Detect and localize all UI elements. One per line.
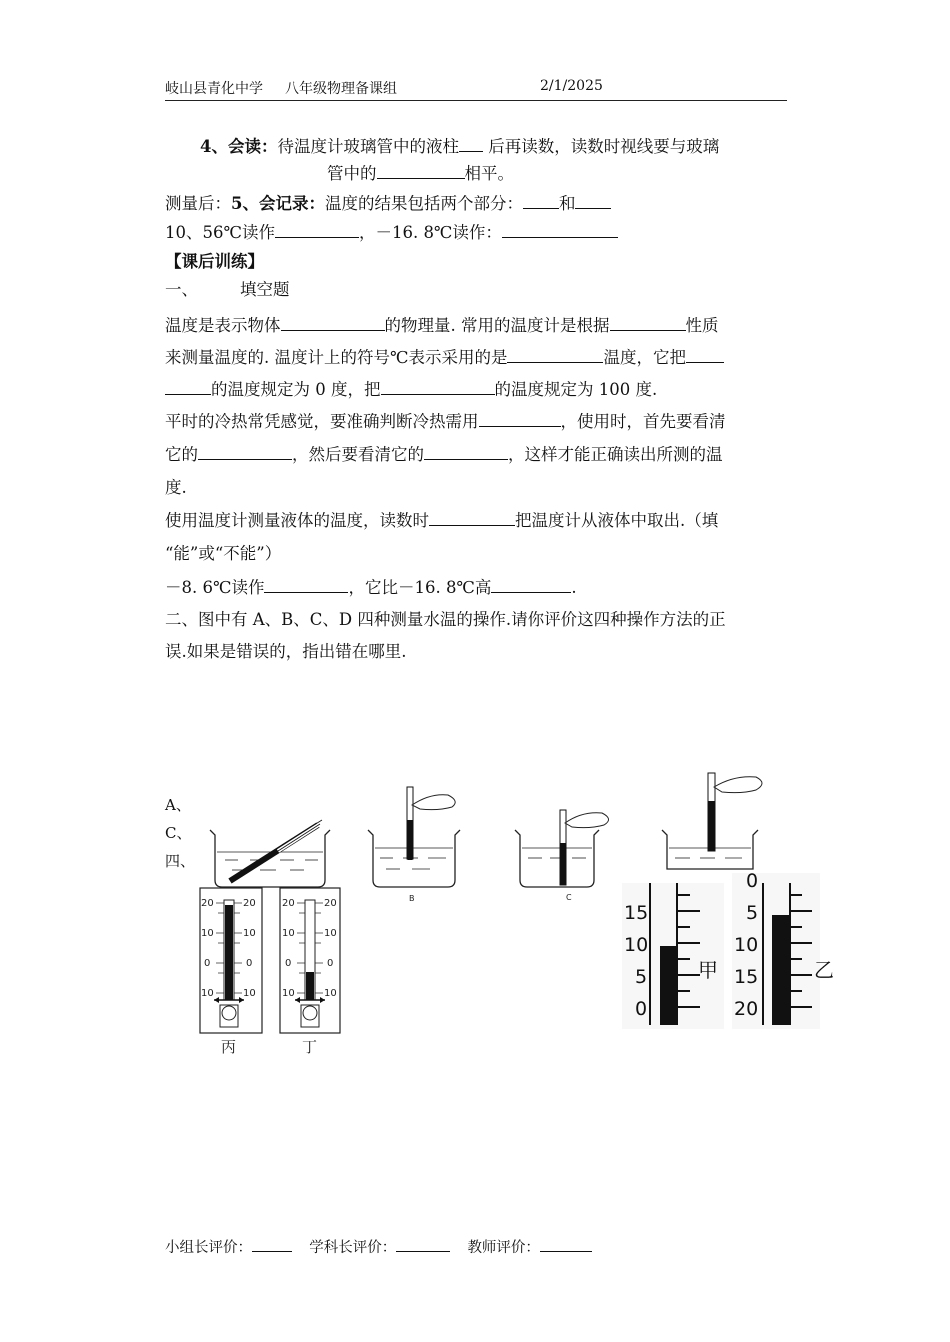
tick: 20 <box>201 898 214 909</box>
text: 填空题 <box>240 280 290 299</box>
group-leader-label: 小组长评价： <box>165 1240 252 1256</box>
text: 温度是表示物体 <box>165 316 281 335</box>
tick: 15 <box>734 966 759 988</box>
blank <box>610 314 686 332</box>
text: 温度的结果包括两个部分： <box>324 194 523 213</box>
blank <box>575 192 611 210</box>
scale-jia-label: 甲 <box>698 958 718 982</box>
blank <box>686 346 724 364</box>
text: 把温度计从液体中取出.（填 <box>515 511 719 530</box>
text: －8. 6℃读作 <box>165 578 265 597</box>
beaker-b-label: B <box>409 894 415 903</box>
thermometer-bing-label: 丙 <box>221 1038 237 1056</box>
part1-heading <box>165 276 290 300</box>
blank <box>381 378 495 396</box>
blank <box>424 443 508 461</box>
text: 来测量温度的. 温度计上的符号℃表示采用的是 <box>165 348 508 367</box>
line-reading-example <box>165 219 618 243</box>
text: ，它比－16. 8℃高 <box>348 578 492 597</box>
blank <box>377 162 465 180</box>
beaker-c <box>515 810 609 902</box>
tick: 10 <box>282 928 295 939</box>
tick: 10 <box>201 988 214 999</box>
tick: 10 <box>324 988 337 999</box>
text: 温度，它把 <box>603 348 686 367</box>
text: ，这样才能正确读出所测的温 <box>508 445 723 464</box>
beaker-b <box>368 787 460 903</box>
tick: 0 <box>635 998 648 1020</box>
rule-label-read: 4、会读： <box>200 137 278 156</box>
header-date: 2/1/2025 <box>540 78 603 94</box>
tick: 0 <box>285 958 292 969</box>
scale-yi <box>732 870 834 1029</box>
text: 的温度规定为 0 度，把 <box>211 380 381 399</box>
tick: 5 <box>635 966 648 988</box>
text: 性质 <box>685 316 719 335</box>
question-1-cont-2 <box>165 376 657 400</box>
blank <box>479 410 561 428</box>
tick: 10 <box>324 928 337 939</box>
line-read-rule-2 <box>327 160 514 184</box>
text: ，－16. 8℃读作： <box>358 223 502 242</box>
scale-yi-label: 乙 <box>814 958 834 982</box>
blank <box>502 221 618 239</box>
beaker-a <box>210 820 330 887</box>
text: 的温度规定为 100 度. <box>494 380 658 399</box>
tick: 5 <box>746 902 759 924</box>
tick: 10 <box>624 934 649 956</box>
tick: 10 <box>282 988 295 999</box>
teacher-label: 教师评价： <box>467 1240 540 1256</box>
question-1 <box>165 312 719 336</box>
rule-label-record: 5、会记录： <box>231 194 325 213</box>
tick: 10 <box>243 988 256 999</box>
text: 管中的 <box>327 164 377 183</box>
text: ，使用时，首先要看清 <box>560 412 726 431</box>
tick: 10 <box>243 928 256 939</box>
text: 待温度计玻璃管中的液柱 <box>277 137 459 156</box>
school-name: 岐山县青化中学 <box>165 81 263 97</box>
part2-question-cont: 误.如果是错误的，指出错在哪里. <box>165 642 407 661</box>
tick: 20 <box>324 898 337 909</box>
subject-leader-label: 学科长评价： <box>309 1240 397 1256</box>
part2-question: 二、图中有 A、B、C、D 四种测量水温的操作.请你评价这四种操作方法的正 <box>165 610 726 629</box>
beaker-d <box>662 773 762 869</box>
thermometer-bing <box>200 888 262 1056</box>
group-leader-blank[interactable] <box>252 1237 292 1253</box>
text: 的物理量. 常用的温度计是根据 <box>384 316 610 335</box>
page-header <box>165 78 787 101</box>
text: 平时的冷热常凭感觉，要准确判断冷热需用 <box>165 412 479 431</box>
text: 后再读数，读数时视线要与玻璃 <box>488 137 720 156</box>
text: 10、56℃读作 <box>165 223 275 242</box>
group-name: 八年级物理备课组 <box>285 81 397 97</box>
text: 测量后： <box>165 194 231 213</box>
thermometer-ding <box>280 888 340 1056</box>
text: ，然后要看清它的 <box>292 445 424 464</box>
tick: 0 <box>327 958 334 969</box>
tick: 10 <box>201 928 214 939</box>
text: 使用温度计测量液体的温度，读数时 <box>165 511 429 530</box>
blank <box>429 509 515 527</box>
text: 一、 <box>165 280 198 299</box>
subject-leader-blank[interactable] <box>396 1237 450 1253</box>
text: 相平。 <box>464 164 514 183</box>
tick: 20 <box>282 898 295 909</box>
blank <box>281 314 385 332</box>
text: 它的 <box>165 445 198 464</box>
question-2 <box>165 408 726 432</box>
question-2-cont <box>165 441 723 465</box>
label-a: A、 <box>165 796 191 814</box>
blank <box>165 378 211 396</box>
question-3 <box>165 507 718 531</box>
question-3-cont: “能”或“不能”） <box>165 544 282 563</box>
question-1-cont <box>165 344 724 368</box>
tick: 10 <box>734 934 759 956</box>
thermometer-ding-label: 丁 <box>302 1038 318 1056</box>
tick: 20 <box>243 898 256 909</box>
label-four: 四、 <box>165 852 196 870</box>
blank <box>507 346 603 364</box>
line-record-rule <box>165 190 611 214</box>
tick: 0 <box>246 958 253 969</box>
question-2-cont-2: 度. <box>165 478 187 497</box>
blank <box>198 443 292 461</box>
text: 和 <box>558 194 576 213</box>
tick: 20 <box>734 998 759 1020</box>
label-c: C、 <box>165 824 192 842</box>
blank <box>459 135 483 153</box>
tick: 15 <box>624 902 649 924</box>
tick: 0 <box>204 958 211 969</box>
tick: 0 <box>746 870 759 892</box>
text: . <box>571 578 577 597</box>
scale-jia <box>622 883 724 1029</box>
line-read-rule <box>200 133 719 157</box>
blank <box>264 576 348 594</box>
question-4 <box>165 574 577 598</box>
beaker-c-label: C <box>566 893 572 902</box>
blank <box>275 221 359 239</box>
thermometer-figure <box>190 765 834 1065</box>
blank <box>491 576 571 594</box>
blank <box>523 192 559 210</box>
section-title: 【课后训练】 <box>165 252 264 271</box>
teacher-blank[interactable] <box>540 1237 592 1253</box>
evaluation-footer <box>165 1236 592 1257</box>
